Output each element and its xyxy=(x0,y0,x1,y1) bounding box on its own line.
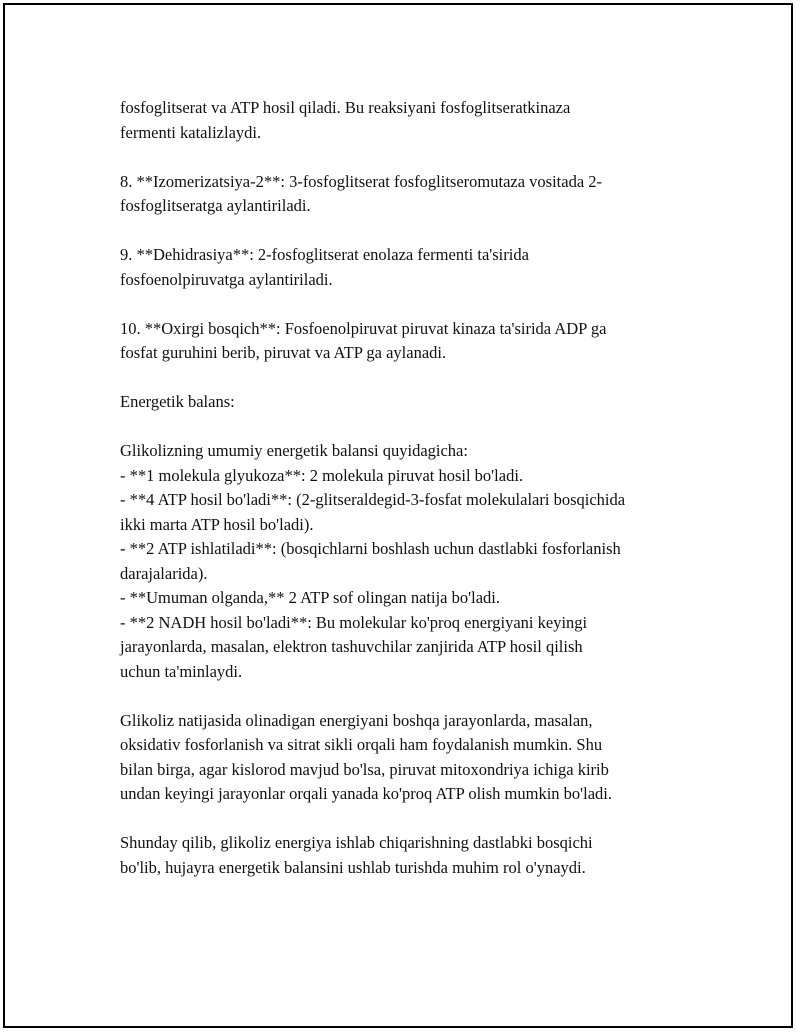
text-line: Glikolizning umumiy energetik balansi quyidagicha: xyxy=(120,441,468,460)
text-line: bo'lib, hujayra energetik balansini ushlab turishda muhim rol o'ynaydi. xyxy=(120,857,586,877)
list-item: - **Umuman olganda,** 2 ATP sof olingan natija bo'ladi. xyxy=(120,588,500,607)
text-line: undan keyingi jarayonlar orqali yanada ko'proq ATP olish mumkin bo'ladi. xyxy=(120,784,612,803)
text-line: fosfoenolpiruvatga aylantiriladi. xyxy=(120,269,333,289)
list-item: - **2 ATP ishlatiladi**: (bosqichlarni boshlash uchun dastlabki fosforlanish xyxy=(120,539,621,558)
document-body xyxy=(120,96,700,905)
text-line: Shunday qilib, glikoliz energiya ishlab chiqarishning dastlabki bosqichi xyxy=(120,833,593,852)
paragraph-step-10 xyxy=(120,317,700,366)
text-line: ikki marta ATP hosil bo'ladi). xyxy=(120,514,314,534)
text-line: darajalarida). xyxy=(120,563,208,583)
paragraph-step-9 xyxy=(120,243,700,292)
list-item: - **1 molekula glyukoza**: 2 molekula piruvat hosil bo'ladi. xyxy=(120,465,524,485)
text-line: Energetik balans: xyxy=(120,392,235,411)
text-line: uchun ta'minlaydi. xyxy=(120,661,243,681)
text-line: fosfat guruhini berib, piruvat va ATP ga aylanadi. xyxy=(120,343,447,362)
text-line: fosfoglitseratga aylantiriladi. xyxy=(120,196,311,215)
text-line: jarayonlarda, masalan, elektron tashuvchilar zanjirida ATP hosil qilish xyxy=(120,637,583,656)
text-line: bilan birga, agar kislorod mavjud bo'lsa, piruvat mitoxondriya ichiga kirib xyxy=(120,759,609,779)
text-line: 9. **Dehidrasiya**: 2-fosfoglitserat enolaza fermenti ta'sirida xyxy=(120,245,529,264)
text-line: oksidativ fosforlanish va sitrat sikli orqali ham foydalanish mumkin. Shu xyxy=(120,735,603,754)
text-line: fermenti katalizlaydi. xyxy=(120,122,262,142)
paragraph-conclusion xyxy=(120,831,700,880)
text-line: 8. **Izomerizatsiya-2**: 3-fosfoglitserat fosfoglitseromutaza vositada 2- xyxy=(120,171,603,191)
page-frame xyxy=(3,3,793,1028)
paragraph-phosphoglycerate-kinase xyxy=(120,96,700,145)
paragraph-balance-list xyxy=(120,439,700,684)
list-item: - **4 ATP hosil bo'ladi**: (2-glitseraldegid-3-fosfat molekulalari bosqichida xyxy=(120,490,626,509)
text-line: Glikoliz natijasida olinadigan energiyani boshqa jarayonlarda, masalan, xyxy=(120,710,593,730)
paragraph-further-usage xyxy=(120,709,700,807)
section-heading-energy-balance xyxy=(120,390,700,415)
text-line: fosfoglitserat va ATP hosil qiladi. Bu reaksiyani fosfoglitseratkinaza xyxy=(120,98,571,117)
text-line: 10. **Oxirgi bosqich**: Fosfoenolpiruvat piruvat kinaza ta'sirida ADP ga xyxy=(120,318,607,338)
paragraph-step-8 xyxy=(120,170,700,219)
list-item: - **2 NADH hosil bo'ladi**: Bu molekular ko'proq energiyani keyingi xyxy=(120,612,588,632)
